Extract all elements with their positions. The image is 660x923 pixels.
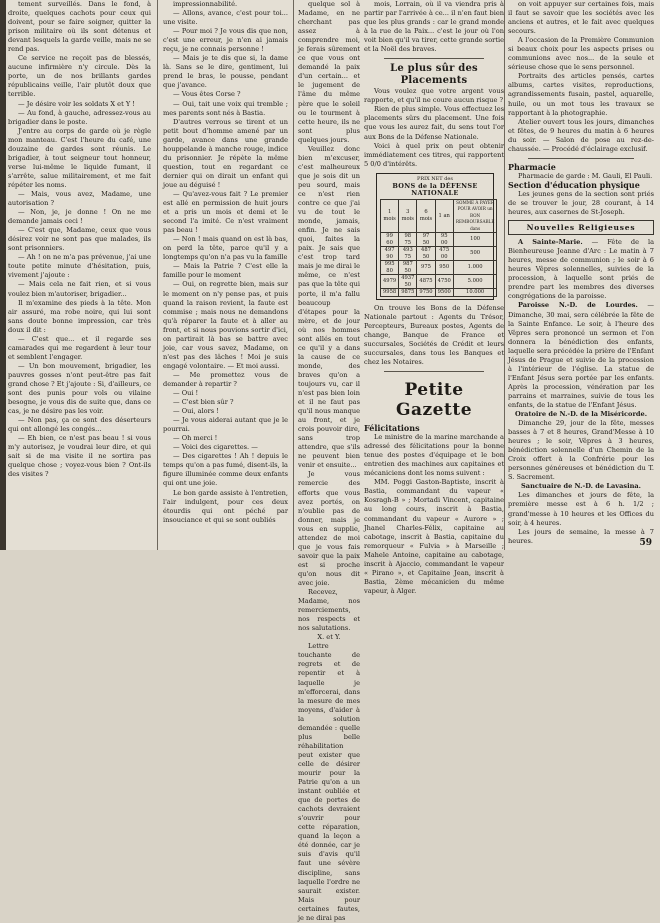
paragraph: Voici à quel prix on peut obtenir immédiatement ces titres, qui rapportent 5 0/0 d'intérêts. [364, 141, 504, 168]
paragraph: Portraits des articles pensés, cartes albums, cartes visites, reproductions, agrandissements fusain, pastel, aquarelle, huile, ou un mot tous les travaux se rapportant à la photographie. [508, 72, 654, 117]
table-row [381, 261, 497, 275]
table-row [381, 275, 497, 289]
paragraph: Les dimanches et jours de fête, la première messe est à 6 h. 1/2 ; grand'messe à 10 heures et les Offices du soir, à 4 heures. [508, 491, 654, 527]
paragraph: On trouve les Bons de la Défense Nationale partout : Agents du Trésor, Percepteurs, Bureaux postes, Agents de change, Banque de France et succursales, Sociétés de Crédit et leurs succursales, dans tous les Banques et chez les Notaires. [364, 303, 504, 366]
section-heading: Section d'éducation physique [508, 179, 640, 190]
paragraph: Veuillez donc bien m'excuser, c'est malheureux que je sois dit un peu sourd, mais ce n'est rien contre ce que j'ai vu de tout le monde, jamais, enfin. Je ne sais quoi, faites la paix. Je sais que c'est trop tard mais je me dirai le même, ce n'est pas que la tête qui porte, il m'a fallu beaucoup d'étapes pour la mère, et de jour où nos hommes sont allés en tout ce qu'il y a dans la cause de ce monde, des braves qu'on a toujours vu, car il n'est pas bien loin et il ne faut pas qu'il nous manque au front, et je crois pouvoir dire, sans trop attendre, que s'ils ne peuvent bien venir et ensuite... [298, 144, 361, 470]
table-cell: 9750 [417, 289, 435, 297]
bonds-caption: PRIX NET des [417, 175, 453, 182]
table-cell: 475 00 [435, 247, 453, 261]
table-header-cell: 1 an [435, 199, 453, 233]
paragraph: — Qu'avez-vous fait ? Le premier est allé en permission de huit jours et a pris un mois et demi et le second l'a imité. Ce n'est vraiment pas beau ! [163, 189, 288, 235]
paragraph: — C'est que, Madame, ceux que vous désirez voir ne sont pas que malades, ils sont prisonniers. [8, 226, 151, 253]
paragraph: Lettre touchante de regrets et de repentir et à laquelle je m'efforcerai, dans la mesure de mes moyens, d'aider à la solution demandée : quelle plus belle réhabilitation peut exister que celle de désirer mourir pour la Patrie qu'on a un instant oubliée et que de portes de cachots devraient s'ouvrir pour cette réparation, quand la leçon a été donnée, car je suis d'avis qu'il faut une sévère discipline, sans laquelle l'ordre ne saurait exister. Mais pour certaines fautes, je ne dirai pas [298, 642, 360, 922]
paragraph: A l'occasion de la Première Communion si beaux choix pour les aspects prises ou communions avec nos... de la seule et sérieuse chose que le sens personnel. [508, 36, 654, 72]
table-cell: 9875 [399, 289, 417, 297]
paragraph: D'autres verrous se tirent et un petit bout d'homme amené par un garde, avance dans une grande houppelande à manche rouge, indice du prisonnier. Je répète la même question, tout en regardant ce dernier qui on dirait un enfant qui joue au déguisé ! [163, 117, 288, 189]
paragraph: — Ah ! on ne m'a pas prévenue, j'ai une toute petite minute d'hésitation, puis, vivement j'ajoute : [8, 253, 151, 280]
table-cell: 4875 [417, 275, 435, 289]
table-cell: 497 90 [381, 247, 399, 261]
table-cell: 493 75 [399, 247, 417, 261]
table-cell: 95 00 [435, 233, 453, 247]
paragraph: — Oui, alors ! [173, 407, 219, 416]
table-cell: 97 50 [417, 233, 435, 247]
paragraph: — C'est que... et il regarde ses camarades qui me regardent à leur tour et semblent l'engager. [8, 334, 151, 361]
table-cell: 9958 [381, 289, 399, 297]
paragraph: — Pour moi ? Je vous dis que non, c'est une erreur, je n'en ai jamais reçu, je ne connais personne ! [163, 27, 288, 54]
separator [384, 58, 484, 59]
paragraph: Dimanche 29, jour de la fête, messes basses à 7 et 8 heures, Grand'Messe à 10 heures ; le soir, Vêpres à 3 heures, bénédiction solennelle d'un Chemin de la Croix offert à la Confrérie pour les personnes généreuses et bénédiction du T. S. Sacrement. [508, 419, 654, 482]
table-cell: 98 75 [399, 233, 417, 247]
paragraph: — Un bon mouvement, brigadier, les pauvres gosses n'ont peut-être pas fait grand chose ? Et j'ajoute : Si, d'ailleurs, ce sont des punis pour vols ou vilaine besogne, je vous dis de suite que, dans ce cas, je ne désire pas les voir. [8, 361, 151, 416]
paragraph: Vous voulez que votre argent vous rapporte, et qu'il ne coure aucun risque ? [364, 87, 504, 105]
table-cell: 487 50 [417, 247, 435, 261]
column-4 [364, 0, 504, 596]
placements-heading: Le plus sûr des Placements [390, 63, 478, 87]
paragraph: — Des cigarettes ! Ah ! depuis le temps qu'on a pas fumé, disent-ils, la figure illuminée comme deux enfants qui ont une joie. [163, 452, 288, 488]
column-5 [508, 0, 654, 546]
paragraph: — Mais, vous avez, Madame, une autorisation ? [8, 189, 151, 208]
paragraph: Rien de plus simple. Vous effectuez les placements sûrs du placement. Une fois que vous les aurez fait, du sens tout l'or aux Bons de la Défense Nationale. [364, 105, 504, 141]
table-header-row [381, 199, 497, 233]
separator [528, 158, 634, 159]
table-cell: 975 [417, 261, 435, 275]
table-cell: 9500 [435, 289, 453, 297]
paragraph: — Vous êtes Corse ? [173, 90, 241, 99]
paragraph [508, 238, 654, 301]
paragraph: Les jeunes gens de la section sont priés de se trouver le jour, 28 courant, à 14 heures, aux casernes de St-Joseph. [508, 189, 654, 217]
paragraph: Il m'examine des pieds à la tête. Mon air assuré, ma robe noire, qui lui sont sans doute bonne impression, car très doux il dit : [8, 298, 151, 334]
table-cell: 4937 50 [399, 275, 417, 289]
paragraph: Atelier ouvert tous les jours, dimanches et fêtes, de 9 heures du matin à 6 heures du soir. — Salon de pose au rez-de-chaussée. — Procédé d'éclairage exclusif. [508, 117, 654, 153]
parish-name: A Sainte-Marie. [518, 238, 583, 247]
column-rule [504, 0, 505, 550]
paragraph: Le bon garde assiste à l'entretien, l'air indulgent, pour ces deux étourdis qui ont péché par insouciance et qui se sont oubliés [163, 488, 288, 524]
paragraph: — Non ! mais quand on est là bas, on perd la tête, parce qu'il y a longtemps qu'on n'a pas vu la famille [163, 235, 288, 262]
paragraph: — Mais la Patrie ? C'est elle la famille pour le moment [163, 262, 288, 280]
signature: X. et Y. [317, 633, 341, 642]
table-cell: 1.000 [453, 261, 497, 275]
paragraph: — Oui ! [173, 389, 199, 398]
paragraph: — Me promettez vous de demander à repartir ? [163, 370, 288, 388]
parish-text: — Dimanche, 30 mai, sera célébrée la fête de la Sainte Enfance. Le soir, à l'heure des Vêpres sera prononcé un sermon et l'on donnera la bénédiction des enfants, laquelle sera précédée la prière de l'Enfant Jésus de Prague et suivie de la procession à l'intérieur de l'église. La statue de l'Enfant Jésus sera portée par les enfants. Après la procession, vénération par les parrains et marraines, suivie de tous les enfants, de la statue de l'Enfant Jésus. [508, 301, 654, 409]
paragraph: Je vous remercie des efforts que vous avez portés, on n'oublie pas de donner, mais je vous en supplie, attendez de moi que je vous fais savoir que la paix est si proche qu'on nous dit avec joie. [298, 470, 360, 587]
bonds-table [380, 199, 497, 297]
table-cell: 10.000 [453, 289, 497, 297]
parish-name: Paroisse N.-D. de Lourdes. [518, 301, 638, 310]
table-cell: 4979 [381, 275, 399, 289]
page-edge-shadow [0, 0, 6, 550]
paragraph [508, 301, 654, 410]
table-row [381, 289, 497, 297]
paragraph: — Je vous aiderai autant que je le pourrai. [163, 416, 288, 434]
pharmacie-heading: Pharmacie [508, 161, 556, 172]
paragraph: Pharmacie de garde : M. Gauli, El Pauli. [518, 171, 653, 180]
parish-text: — Fête de la Bienheureuse Jeanne d'Arc : Le matin à 7 heures, messe de communion ; le soir à 6 heures Vêpres solennelles, suivies de la procession, à laquelle sont priés de prendre part les membres des diverses congrégations de la paroisse. [508, 238, 654, 301]
paragraph: — Eh bien, ce n'est pas beau ! si vous m'y autorisez, je voudrai leur dire, et qui sait si de ma visite il ne sortira pas quelque chose ; voyez-vous bien ? Ont-ils des visites ? [8, 434, 151, 479]
petite-gazette-heading: Petite Gazette [395, 380, 473, 421]
page-number: 59 [639, 538, 652, 548]
paragraph: — Allons, avance, c'est pour toi... une visite. [163, 9, 288, 27]
column-rule [293, 0, 294, 550]
paragraph: — Je désire voir les soldats X et Y ! [18, 99, 135, 108]
table-cell: 4750 [435, 275, 453, 289]
table-header-cell: 6 mois [417, 199, 435, 233]
table-row [381, 233, 497, 247]
paragraph: — Voici des cigarettes. — [173, 443, 258, 452]
column-1 [8, 0, 151, 479]
table-header-cell: 3 mois [399, 199, 417, 233]
column-rule [157, 0, 158, 550]
bonds-table-box [376, 173, 494, 300]
paragraph: — Mais je te dis que si, la dame là. Sans se le dire, gentiment, lui prend le bras, le pousse, pendant que j'avance. [163, 54, 288, 90]
table-cell: 500 [453, 247, 497, 261]
paragraph: — Mais cela ne fait rien, et si vous voulez bien m'autoriser, brigadier... [8, 280, 151, 298]
nouvelles-religieuses-banner: Nouvelles Religieuses [508, 220, 654, 235]
parish-heading: Sanctuaire de N.-D. de Lavasina. [521, 482, 641, 491]
column-2 [163, 0, 288, 525]
paragraph: Ce service ne reçoit pas de blessés, aucune infirmière n'y circule. Dès la porte, un de nos brillants gardes républicains veille, l'air plutôt doux que terrible. [8, 54, 151, 99]
table-row [381, 247, 497, 261]
paragraph: — Non, je, je donne ! On ne me demande jamais ceci ! [8, 208, 151, 226]
paragraph: quelque sol à Madame, en ne cherchant pas assez à comprendre moi, je ferais sûrement ce que vous ont demandé la paix d'un certain... et le jugement de l'âme du même père que le soleil ou le tourment à cette heure, ils ne sont plus quelques jours. [298, 0, 360, 144]
paragraph: — Au fond, à gauche, adressez-vous au brigadier dans le poste. [8, 108, 151, 126]
paragraph: Le ministre de la marine marchande a adressé des félicitations pour la bonne tenue des postes d'équipage et le bon entretien des machines aux capitaines et mécaniciens dont les noms suivent : [364, 433, 504, 478]
table-cell: 100 [453, 233, 497, 247]
paragraph: Les jours de semaine, la messe à 7 heures. [508, 527, 654, 545]
paragraph: on voit appuyer sur certaines fois, mais il faut se savoir que les sociétés avec les anciens et autres, et le fait avec quelques secours. [508, 0, 654, 36]
paragraph: — Oui, tait une voix qui tremble ; mes parents sont nés à Bastia. [163, 99, 288, 117]
paragraph: — C'est bien sûr ? [173, 398, 234, 407]
table-cell: 5.000 [453, 275, 497, 289]
paragraph: mois, Lorrain, où il va viendra pris à partir par l'arrivée à ce... il n'en faut bien que les plus grands : car le grand monde à la rue de la Paix... c'est le jour où l'on voit bien qu'il va tirer, cette grande sortie et la Noël des braves. [364, 0, 504, 54]
felicitations-heading: Félicitations [364, 423, 420, 434]
paragraph: Recevez, Madame, nos remerciements, nos respects et nos salutations. [298, 588, 360, 633]
column-3 [298, 0, 360, 923]
paragraph: — Oui, on regrette bien, mais sur le moment on n'y pense pas, et puis quand la raison revient, la faute est commise ; mais nous ne demandons qu'à réparer la faute et à aller au front, et si nous pouvions sortir d'ici, on partirait là bas se battre avec joie, car vous savez, Madame, on n'est pas des lâches ! Moi je suis engagé volontaire. — Et moi aussi. [163, 280, 288, 370]
paragraph: — Non pas, ça ce sont des déserteurs qui ont allongé les congés... [8, 416, 151, 434]
paragraph: — Oh merci ! [173, 434, 218, 443]
paragraph: tement surveillés. Dans le fond, à droite, quelques cachots pour ceux qui doivent, pour se faire soigner, quitter la prison militaire où ils sont détenus et devant lesquels la garde veille, mais ne se rend pas. [8, 0, 151, 54]
paragraph: MM. Poggi Gaston-Baptiste, inscrit à Bastia, commandant du vapeur « Kosragh-B » ; Mortadi Vincent, capitaine au long cours, inscrit à Bastia, commandant du vapeur « Aurore » ; Jhanel Charles-Félix, capitaine au cabotage, inscrit à Bastia, capitaine du remorqueur « Fulvia » à Marseille ; Mahele Antoine, capitaine au cabotage, inscrit à Ajaccio, commandant le vapeur « Pirano », et Capitaine Jean, inscrit à Bastia, 2ème mécanicien du même vapeur, à Alger. [364, 478, 504, 595]
table-cell: 995 80 [381, 261, 399, 275]
paragraph: impressionnabilité. [173, 0, 238, 8]
table-cell: 987 50 [399, 261, 417, 275]
parish-heading: Oratoire de N.-D. de la Miséricorde. [514, 410, 648, 419]
table-header-cell: SOMME À PAYER POUR AVOIR un BON REMBOURSABLE dans [453, 199, 497, 233]
bonds-title: BONS de la DÉFENSE NATIONALE [392, 181, 478, 197]
table-cell: 950 [435, 261, 453, 275]
table-cell: 99 60 [381, 233, 399, 247]
separator [384, 371, 484, 372]
paragraph: J'entre au corps de garde où je règle mon manteau. C'est l'heure du café, une douzaine de gardes sont réunis. Le brigadier, à tout seigneur tout honneur, verse lui-même le liquide fumant, il s'arrête, salue militairement, et me fait répéter les noms. [8, 126, 151, 189]
table-header-cell: 1 mois [381, 199, 399, 233]
